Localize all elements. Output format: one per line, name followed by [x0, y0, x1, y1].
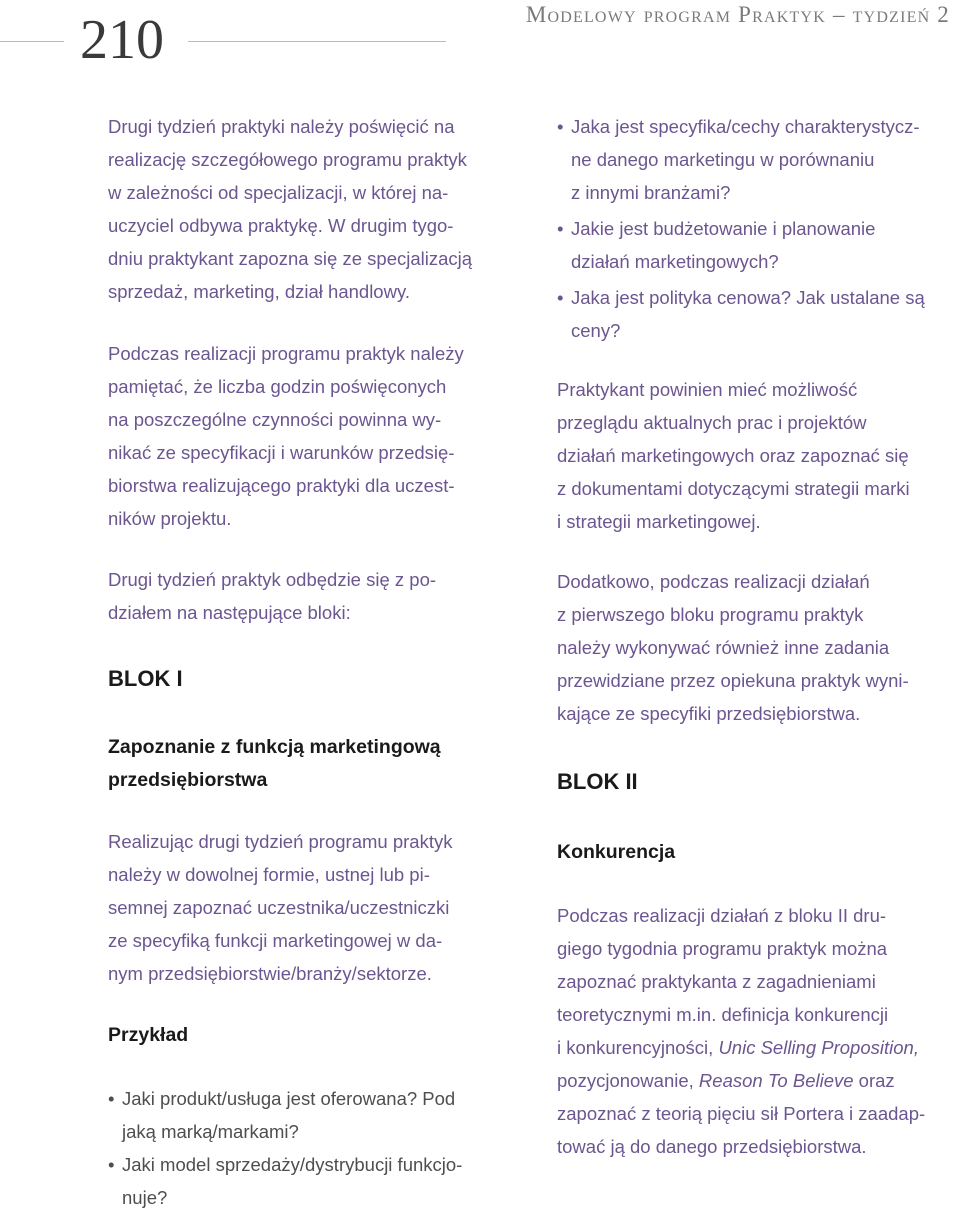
page-number: 210 — [80, 9, 164, 71]
list-item — [557, 110, 957, 209]
list-item — [108, 1148, 518, 1214]
header-rule-right — [188, 41, 446, 42]
example-bullet-list — [108, 1082, 518, 1214]
bullet-icon: • — [557, 116, 564, 137]
list-item-text: Jakie jest budżetowanie i planowanie działań marketingowych? — [571, 218, 876, 272]
competition-text-2: pozycjonowanie, — [557, 1070, 694, 1091]
usp-term: Unic Selling Proposition, — [718, 1037, 919, 1058]
bullet-icon: • — [557, 287, 564, 308]
list-item-text: Jaka jest specyfika/cechy charakterystycz- ne danego marketingu w porównaniu z innymi branżami? — [571, 116, 920, 203]
list-item — [557, 212, 957, 278]
blok2-subtitle: Konkurencja — [557, 841, 676, 863]
competition-paragraph — [557, 899, 957, 1163]
running-head: Modelowy program Praktyk – tydzień 2 — [525, 2, 950, 27]
list-item-text: Jaki produkt/usługa jest oferowana? Pod jaką marką/markami? — [122, 1088, 456, 1142]
blok1-title: BLOK I — [108, 666, 183, 691]
question-bullet-list — [557, 110, 957, 347]
blocks-intro-paragraph: Drugi tydzień praktyk odbędzie się z po- działem na następujące bloki: — [108, 569, 437, 623]
list-item-text: Jaki model sprzedaży/dystrybucji funkcjo- nuje? — [122, 1154, 463, 1208]
competition-text-3: oraz zapoznać z teorią pięciu sił Portera i zaadap- tować ją do danego przedsiębiorstwa. — [557, 1070, 926, 1157]
blok1-paragraph: Realizując drugi tydzień programu praktyk należy w dowolnej formie, ustnej lub pi- semnej zapoznać uczestnika/uczestniczki ze specyfiką funkcji marketingowej w da- nym przedsiębiorstwie/branży/sektorze. — [108, 831, 453, 984]
rtb-term: Reason To Believe — [698, 1070, 854, 1091]
competition-text-1: Podczas realizacji działań z bloku II dru- giego tygodnia programu praktyk można zapoznać praktykanta z zagadnieniami teoretycznymi m.in. definicja konkurencji i konkurencyjności, — [557, 905, 889, 1058]
list-item — [557, 281, 957, 347]
header-rule-left — [0, 41, 64, 42]
intro-paragraph: Drugi tydzień praktyki należy poświęcić na realizację szczegółowego programu praktyk w zależności od specjalizacji, w której na- uczyciel odbywa praktykę. W drugim tygo- dniu praktykant zapozna się ze specjalizacją sprzedaż, marketing, dział handlowy. — [108, 116, 473, 302]
hours-paragraph: Podczas realizacji programu praktyk należy pamiętać, że liczba godzin poświęconych na poszczególne czynności powinna wy- nikać ze specyfikacji i warunków przedsię- biorstwa realizującego praktyki dla uczest- ników projektu. — [108, 343, 464, 529]
list-item-text: Jaka jest polityka cenowa? Jak ustalane są ceny? — [571, 287, 925, 341]
bullet-icon: • — [557, 218, 564, 239]
bullet-icon: • — [108, 1154, 115, 1175]
list-item — [108, 1082, 518, 1148]
example-title: Przykład — [108, 1024, 189, 1046]
additional-paragraph: Dodatkowo, podczas realizacji działań z pierwszego bloku programu praktyk należy wykonywać również inne zadania przewidziane przez opiekuna praktyk wyni- kające ze specyfiki przedsiębiorstwa. — [557, 571, 909, 724]
bullet-icon: • — [108, 1088, 115, 1109]
blok1-subtitle: Zapoznanie z funkcją marketingową przedsiębiorstwa — [108, 736, 441, 791]
blok2-title: BLOK II — [557, 769, 638, 794]
review-paragraph: Praktykant powinien mieć możliwość przeglądu aktualnych prac i projektów działań marketingowych oraz zapoznać się z dokumentami dotyczącymi strategii marki i strategii marketingowej. — [557, 379, 910, 532]
